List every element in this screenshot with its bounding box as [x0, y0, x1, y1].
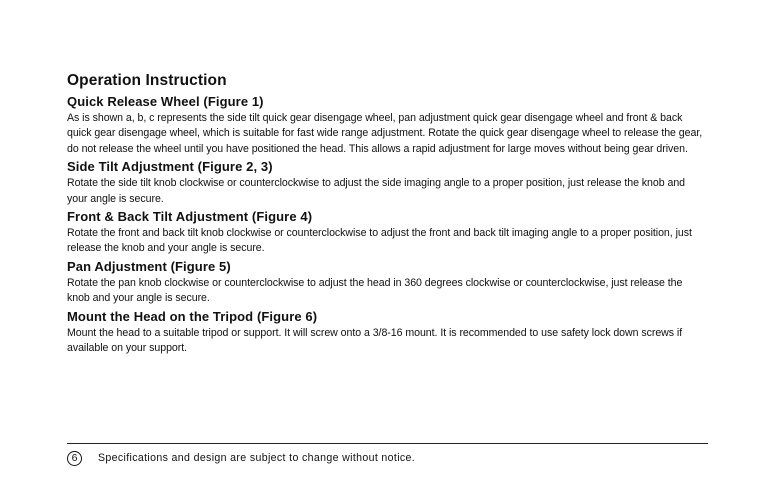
section-heading: Mount the Head on the Tripod (Figure 6) — [67, 308, 318, 324]
section-mount-head-on-tripod — [67, 309, 707, 357]
section-side-tilt-adjustment — [67, 159, 707, 207]
section-front-back-tilt-adjustment — [67, 209, 707, 257]
section-heading: Quick Release Wheel (Figure 1) — [67, 94, 264, 109]
document-content — [67, 72, 707, 358]
page-number-badge: 6 — [67, 451, 82, 466]
page-footer — [67, 449, 415, 467]
footer-disclaimer: Specifications and design are subject to change without notice. — [98, 452, 416, 464]
section-body: Mount the head to a suitable tripod or support. It will screw onto a 3/8-16 mount. It is recommended to use safety lock down screws if available on your support. — [67, 326, 683, 355]
section-body: Rotate the front and back tilt knob clockwise or counterclockwise to adjust the front and back tilt imaging angle to a proper position, just release the knob and your angle is secure. — [67, 227, 692, 255]
section-heading: Side Tilt Adjustment (Figure 2, 3) — [67, 159, 273, 175]
section-pan-adjustment — [67, 259, 707, 307]
section-body: As is shown a, b, c represents the side tilt quick gear disengage wheel, pan adjustment quick gear disengage wheel and front & back quick gear disengage wheel, which is suitable for fast wide range adjustment. Rotate the quick gear disengage wheel to release the gear, do not release the wheel until you have positioned the head. This allows a rapid adjustment for large moves without being gear driven. — [67, 112, 703, 155]
section-heading: Front & Back Tilt Adjustment (Figure 4) — [67, 209, 313, 225]
section-body: Rotate the side tilt knob clockwise or counterclockwise to adjust the side imaging angle to a proper position, just release the knob and your angle is secure. — [67, 177, 686, 205]
page-title: Operation Instruction — [67, 72, 227, 89]
section-quick-release-wheel — [67, 94, 707, 157]
section-body: Rotate the pan knob clockwise or counterclockwise to adjust the head in 360 degrees clockwise or counterclockwise, just release the knob and your angle is secure. — [67, 276, 683, 305]
footer-divider — [67, 443, 708, 444]
section-heading: Pan Adjustment (Figure 5) — [67, 258, 231, 274]
